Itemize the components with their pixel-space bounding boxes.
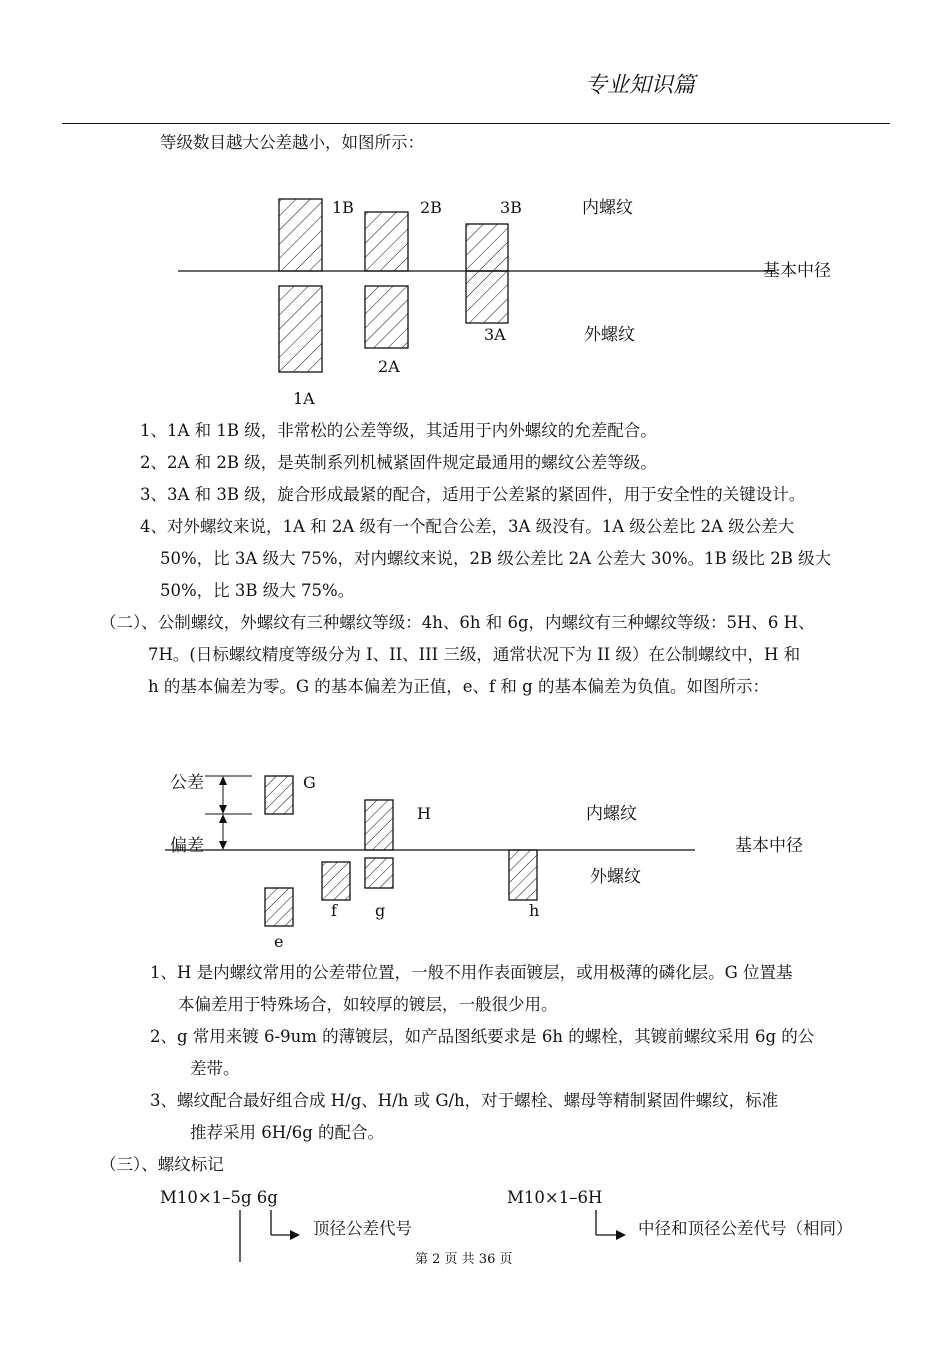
label-h: h [529,901,540,920]
intro-text: 等级数目越大公差越小，如图所示： [160,133,424,152]
section3-title: （三）、螺纹标记 [100,1155,224,1174]
list2-item-1-cont: 本偏差用于特殊场合，如较厚的镀层，一般很少用。 [178,995,558,1014]
list2-item-2: 2、g 常用来镀 6-9um 的薄镀层，如产品图纸要求是 6h 的螺栓，其镀前螺纹采用 6g 的公 [150,1027,815,1046]
label-basic-2: 基本中径 [735,836,803,856]
marking-right-note: 中径和顶径公差代号（相同） [638,1219,853,1238]
zone-2B [365,212,408,271]
tolerance-class-diagram [0,0,950,420]
label-3B: 3B [500,198,522,217]
marking-right-code: M10×1–6H [507,1188,603,1207]
label-deviation: 偏差 [170,836,204,856]
label-2B: 2B [420,198,442,217]
label-internal-1: 内螺纹 [582,198,633,218]
marking-left-code: M10×1–5g 6g [160,1188,278,1207]
label-2A: 2A [378,357,400,376]
label-H: H [417,804,431,823]
zone-3A [466,271,508,323]
list2-item-2-cont: 差带。 [190,1059,240,1078]
zone-f [322,862,350,900]
zone-1B [279,199,322,271]
list2-item-3: 3、螺纹配合最好组合成 H/g、H/h 或 G/h，对于螺栓、螺母等精制紧固件螺纹，标准 [150,1091,779,1110]
zone-3B [466,224,508,271]
label-tolerance: 公差 [170,773,204,793]
zone-1A [279,286,322,372]
section2-line-3: h 的基本偏差为零。G 的基本偏差为正值，e、f 和 g 的基本偏差为负值。如图所示： [148,677,769,696]
list1-item-4-cont2: 50%，比 3B 级大 75%。 [160,581,355,600]
zone-G [265,776,293,814]
zone-g [365,858,393,888]
zone-H [365,800,393,850]
list1-item-2: 2、2A 和 2B 级，是英制系列机械紧固件规定最通用的螺纹公差等级。 [140,453,657,472]
zone-e [265,888,293,926]
label-1A: 1A [293,389,315,408]
label-G: G [303,773,316,792]
page-number-footer: 第 2 页 共 36 页 [415,1252,513,1267]
label-external-1: 外螺纹 [584,325,635,345]
list2-item-1: 1、H 是内螺纹常用的公差带位置，一般不用作表面镀层，或用极薄的磷化层。G 位置基 [150,963,793,982]
label-external-2: 外螺纹 [590,867,641,887]
marking-left-note: 顶径公差代号 [313,1219,412,1238]
section2-line-2: 7H。(日标螺纹精度等级分为 I、II、III 三级，通常状况下为 II 级）在公制螺纹中，H 和 [148,645,801,664]
list1-item-4: 4、对外螺纹来说，1A 和 2A 级有一个配合公差，3A 级没有。1A 级公差比 2A 级公差大 [140,517,795,536]
label-g: g [375,901,386,920]
zone-2A [365,286,408,348]
label-e: e [274,932,284,951]
tolerance-position-diagram [0,740,950,960]
label-internal-2: 内螺纹 [586,804,637,824]
list2-item-3-cont: 推荐采用 6H/6g 的配合。 [190,1123,384,1142]
list1-item-3: 3、3A 和 3B 级，旋合形成最紧的配合，适用于公差紧的紧固件，用于安全性的关键设计。 [140,485,806,504]
page-header-title: 专业知识篇 [585,73,696,98]
label-basic-1: 基本中径 [763,261,831,281]
label-3A: 3A [484,325,506,344]
zone-h [509,850,537,900]
section2-line-1: （二）、公制螺纹，外螺纹有三种螺纹等级：4h、6h 和 6g，内螺纹有三种螺纹等级：5H、6 H、 [100,613,815,632]
label-1B: 1B [332,198,354,217]
label-f: f [331,901,337,920]
list1-item-1: 1、1A 和 1B 级，非常松的公差等级，其适用于内外螺纹的允差配合。 [140,421,657,440]
list1-item-4-cont1: 50%，比 3A 级大 75%，对内螺纹来说，2B 级公差比 2A 公差大 30%。1B 级比 2B 级大 [160,549,832,568]
